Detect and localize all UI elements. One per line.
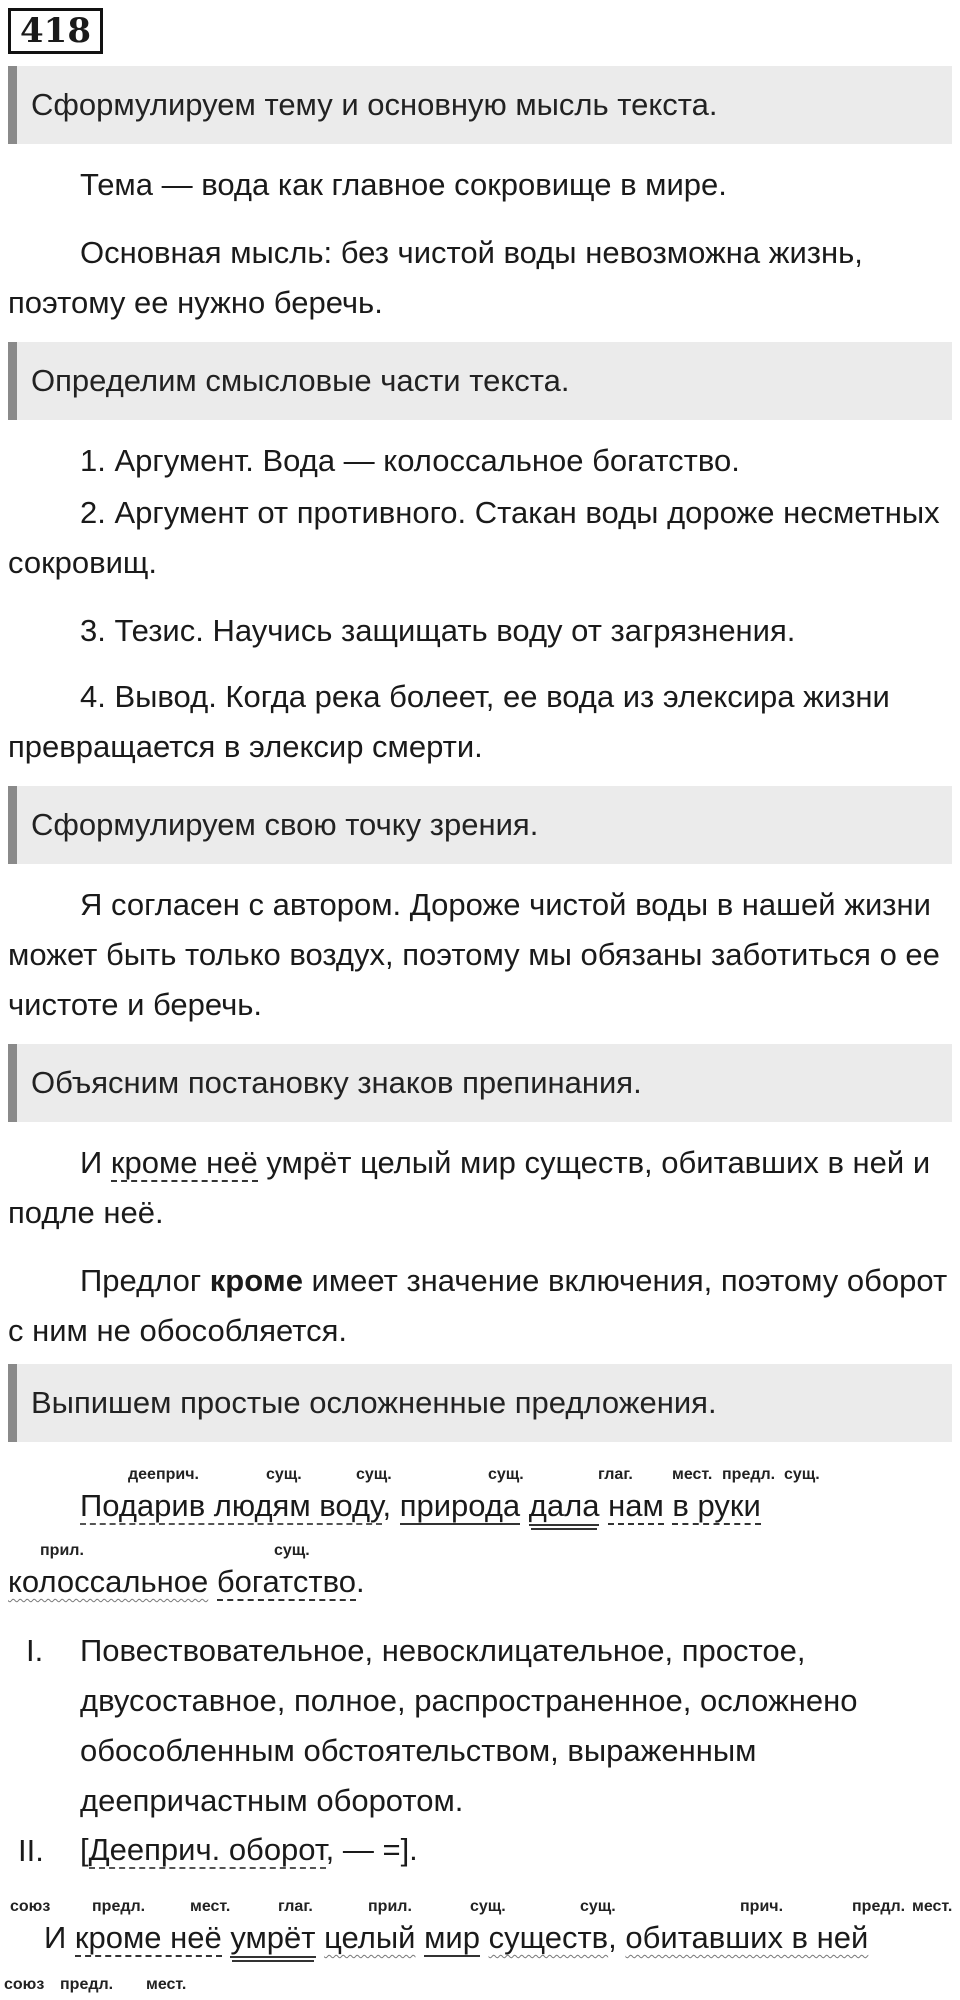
pos-label: союз — [4, 1976, 45, 1993]
bold-preposition: кроме — [209, 1263, 303, 1298]
pos-label: сущ. — [488, 1466, 524, 1483]
attribute: существ — [488, 1920, 609, 1955]
punctuation-explanation: Предлог кроме имеет значение включения, поэтому оборот с ним не обособляется. — [8, 1263, 948, 1348]
pos-label: прил. — [368, 1898, 412, 1915]
opinion-text: Я согласен с автором. Дороже чистой воды в нашей жизни может быть только воздух, поэтому мы обязаны заботиться о ее чистоте и беречь. — [8, 887, 940, 1022]
sentence-scheme: [Дееприч. оборот, — =]. — [80, 1832, 418, 1867]
pos-label: мест. — [146, 1976, 187, 1993]
pos-label: прич. — [740, 1898, 784, 1915]
sentence2-line1: И кроме неё умрёт целый мир существ, обитавших в ней — [44, 1920, 868, 1956]
pos-label: предл. — [722, 1466, 776, 1483]
attribute: колоссальное — [8, 1564, 209, 1599]
sentence1-line2: колоссальное богатство. — [8, 1564, 365, 1599]
section-header-parts: Определим смысловые части текста. — [8, 342, 952, 420]
theme-text: Тема — вода как главное сокровище в мире. — [80, 167, 727, 202]
participle-phrase: Подарив людям воду — [80, 1488, 383, 1523]
pos-label: мест. — [672, 1466, 713, 1483]
characteristic-text: Повествовательное, невосклицательное, простое, двусоставное, полное, распространенное, осложнено обособленным обстоятельством, выраженным деепричастным оборотом. — [80, 1633, 858, 1818]
pos-label: прил. — [40, 1542, 84, 1559]
section-header-sentences: Выпишем простые осложненные предложения. — [8, 1364, 952, 1442]
subject: мир — [424, 1920, 480, 1955]
task-number: 418 — [8, 8, 103, 54]
predicate: умрёт — [230, 1920, 315, 1958]
participle-phrase: обитавших в ней — [625, 1920, 869, 1955]
underlined-circumstance: кроме неё — [110, 1145, 258, 1180]
part-1: 1. Аргумент. Вода — колоссальное богатство. — [80, 443, 740, 478]
sentence1-line1: Подарив людям воду, природа дала нам в руки — [80, 1488, 761, 1524]
pos-label: мест. — [912, 1898, 953, 1915]
pos-label: глаг. — [278, 1898, 313, 1915]
pos-label: предл. — [60, 1976, 114, 1993]
object: кроме неё — [74, 1920, 222, 1955]
attribute: целый — [324, 1920, 416, 1955]
punctuation-sentence: И кроме неё умрёт целый мир существ, обитавших в ней и подле неё. — [8, 1145, 931, 1230]
pos-label: сущ. — [784, 1466, 820, 1483]
scheme-participle: Дееприч. оборот — [88, 1832, 326, 1867]
char-number: I. — [26, 1633, 44, 1668]
pos-label: дееприч. — [128, 1466, 199, 1483]
char-number: II. — [18, 1833, 44, 1868]
section-header-punctuation: Объясним постановку знаков препинания. — [8, 1044, 952, 1122]
object: в руки — [672, 1488, 761, 1523]
object: нам — [608, 1488, 664, 1523]
pos-label: союз — [10, 1898, 51, 1915]
section-header-opinion: Сформулируем свою точку зрения. — [8, 786, 952, 864]
pos-label: сущ. — [470, 1898, 506, 1915]
section-header-theme: Сформулируем тему и основную мысль текста. — [8, 66, 952, 144]
subject: природа — [399, 1488, 521, 1523]
part-2: 2. Аргумент от противного. Стакан воды дороже несметных сокровищ. — [8, 495, 940, 580]
pos-label: глаг. — [598, 1466, 633, 1483]
part-4: 4. Вывод. Когда река болеет, ее вода из элексира жизни превращается в элексир смерти. — [8, 679, 890, 764]
pos-label: сущ. — [274, 1542, 310, 1559]
pos-label: сущ. — [266, 1466, 302, 1483]
pos-label: сущ. — [580, 1898, 616, 1915]
object: богатство — [216, 1564, 356, 1599]
predicate: дала — [529, 1488, 600, 1526]
pos-label: мест. — [190, 1898, 231, 1915]
main-idea-text: Основная мысль: без чистой воды невозможна жизнь, поэтому ее нужно беречь. — [8, 235, 863, 320]
pos-label: сущ. — [356, 1466, 392, 1483]
part-3: 3. Тезис. Научись защищать воду от загрязнения. — [80, 613, 796, 648]
pos-label: предл. — [852, 1898, 906, 1915]
pos-label: предл. — [92, 1898, 146, 1915]
